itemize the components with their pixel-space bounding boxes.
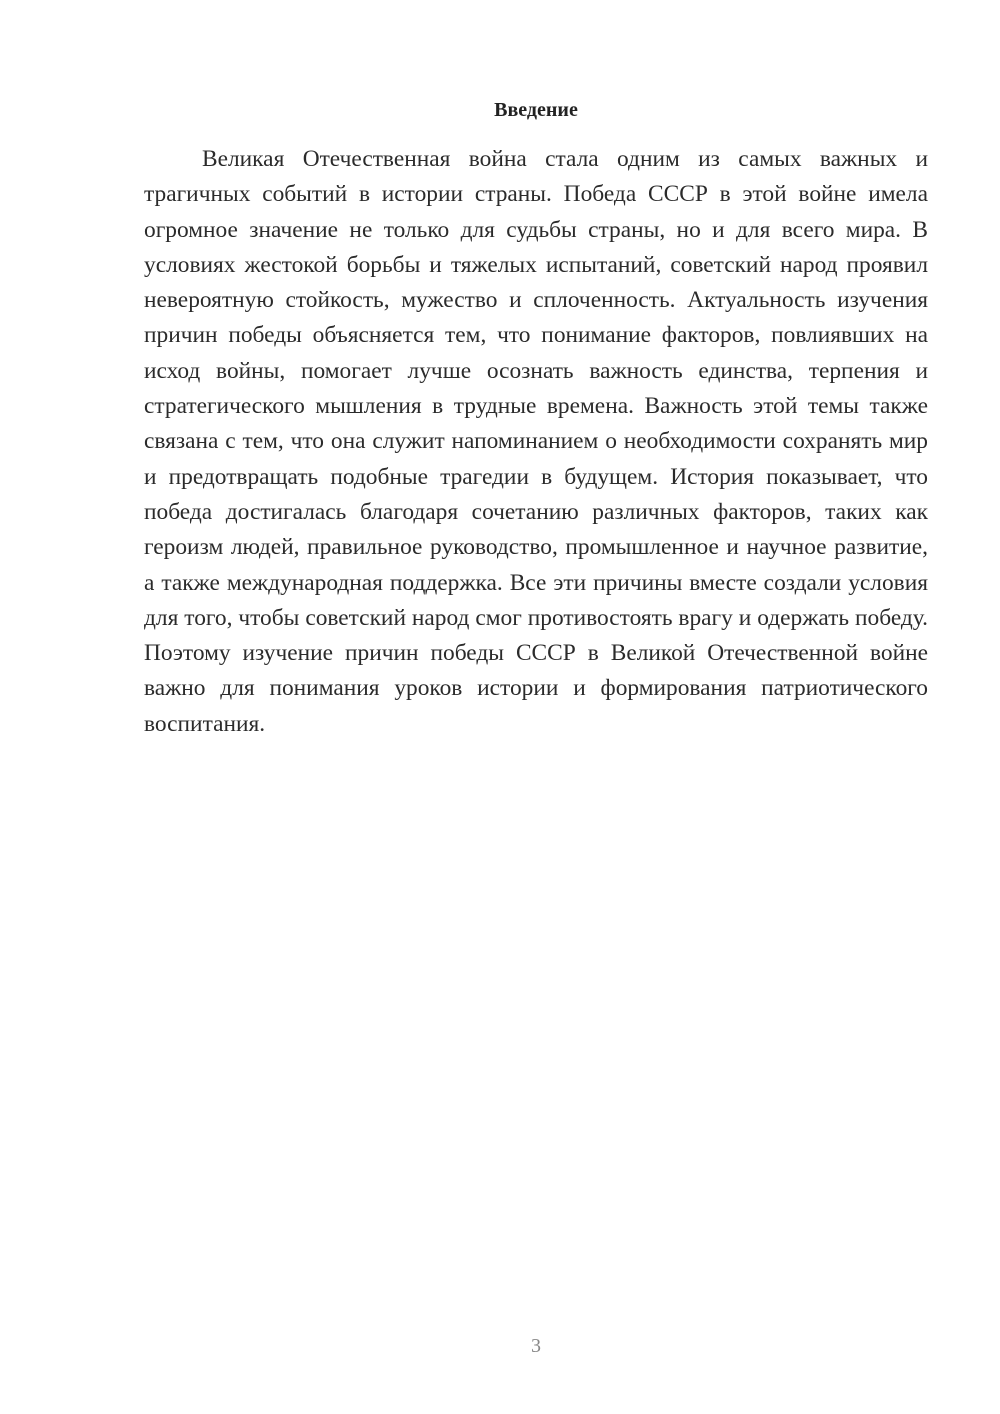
intro-paragraph: Великая Отечественная война стала одним из самых важных и трагичных событий в истории страны. Победа СССР в этой войне имела огромное значение не только для судьбы страны, но и для всего мира. В условиях жестокой борьбы и тяжелых испытаний, советский народ проявил невероятную стойкость, мужество и сплоченность. Актуальность изучения причин победы объясняется тем, что понимание факторов, повлиявших на исход войны, помогает лучше осознать важность единства, терпения и стратегического мышления в трудные времена. Важность этой темы также связана с тем, что она служит напоминанием о необходимости сохранять мир и предотвращать подобные трагедии в будущем. История показывает, что победа достигалась благодаря сочетанию различных факторов, таких как героизм людей, правильное руководство, промышленное и научное развитие, а также международная поддержка. Все эти причины вместе создали условия для того, чтобы советский народ смог противостоять врагу и одержать победу. Поэтому изучение причин победы СССР в Великой Отечественной войне важно для понимания уроков истории и формирования патриотического воспитания.	[144, 146, 928, 737]
section-heading: Введение	[494, 99, 578, 121]
page-number: 3	[531, 1335, 541, 1357]
